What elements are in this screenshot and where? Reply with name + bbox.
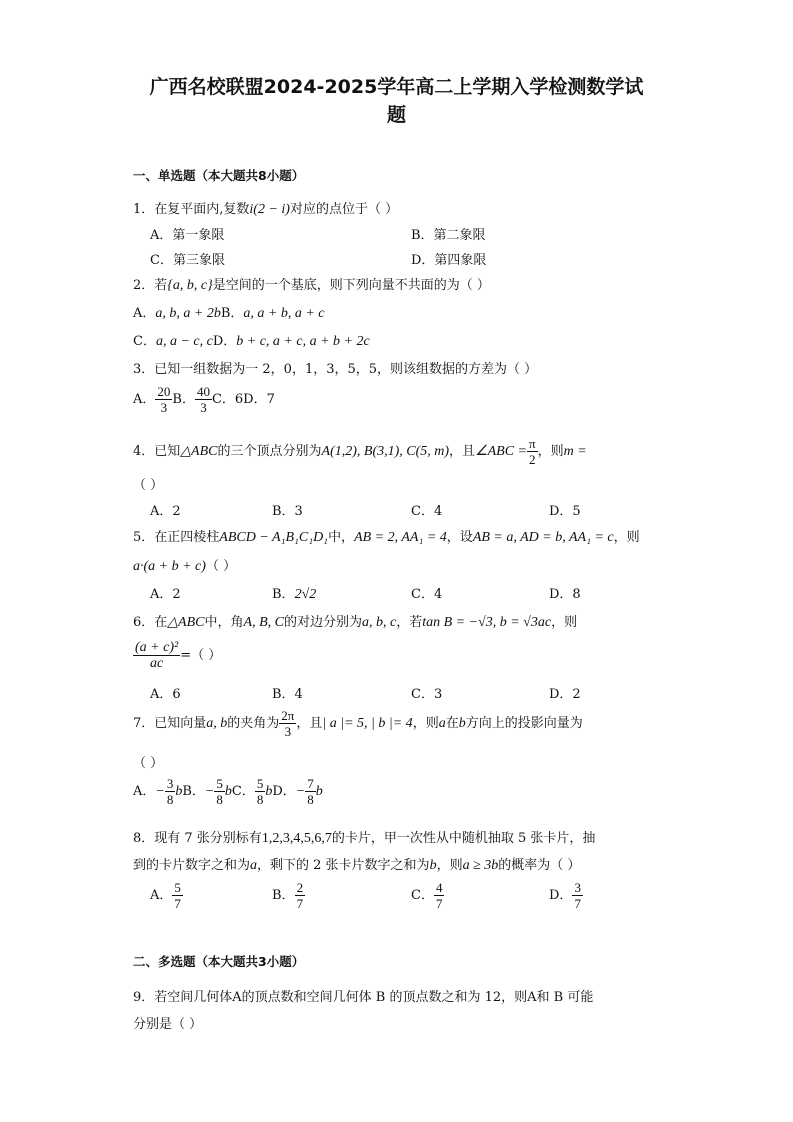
q2-stem: 2．若 (133, 278, 168, 293)
q6-stem-d: ，若 (396, 615, 423, 630)
page-title: 广西名校联盟2024-2025学年高二上学期入学检测数学试 (149, 76, 644, 98)
q3-b-num: 40 (196, 384, 210, 399)
q8-option-b-fraction (295, 880, 306, 911)
q8-c-den: 7 (435, 896, 443, 911)
q8-a-den: 7 (174, 896, 181, 911)
question-5 (133, 526, 640, 546)
q5-option-d: D．8 (549, 587, 581, 602)
q5-stem: 5．在正四棱柱 (133, 530, 220, 545)
q8-inequality: a ≥ 3b (462, 858, 499, 873)
q7-a-num: 3 (166, 776, 174, 791)
q5-stem-b: 中， (328, 530, 355, 545)
q3-b-den: 3 (200, 400, 207, 415)
q2-option-a: a, b, a + 2b (155, 306, 221, 321)
q3-a-den: 3 (160, 400, 168, 415)
q7-stem-f: 方向上的投影向量为 (465, 716, 583, 731)
q8-stem: 8．现有 7 张分别标有 (133, 831, 262, 846)
question-7 (133, 708, 583, 739)
q7-paren: （ ） (133, 756, 164, 771)
q3-option-a-label: A． (133, 392, 156, 407)
q1-option-b: B．第二象限 (411, 228, 486, 243)
q7-stem-c: ，且 (296, 716, 323, 731)
q8-option-d-label: D． (549, 888, 573, 903)
q7-vectors: a, b (206, 716, 228, 731)
q5-vectors: AB = a, AD = b, AA₁ = c (472, 530, 614, 545)
q6-fraction (133, 640, 180, 671)
q8-stem-d: ，剩下的 2 张卡片数字之和为 (257, 858, 430, 873)
q8-option-d (549, 880, 583, 911)
q2-option-d-label: D． (212, 334, 237, 349)
q1-stem: 1．在复平面内,复数 (133, 202, 250, 217)
q4-option-b: B．3 (272, 504, 303, 519)
q6-option-d: D．2 (549, 687, 581, 702)
q8-b: b (429, 858, 437, 873)
section-heading-single-choice: 一、单选题（本大题共8小题） (133, 168, 305, 183)
question-9-line2: 分别是（ ） (133, 1017, 203, 1032)
q8-a-num: 5 (174, 880, 181, 895)
q4-m: m = (563, 444, 587, 459)
q8-b-den: 7 (296, 896, 304, 911)
q2-option-b-label: B． (220, 306, 244, 321)
q8-d-num: 3 (574, 880, 581, 895)
q3-option-b-label: B． (172, 392, 195, 407)
q8-d-den: 7 (574, 896, 581, 911)
q1-option-a: A．第一象限 (150, 228, 225, 243)
q5-stem-c: ，设 (446, 530, 473, 545)
q8-option-a-fraction (172, 880, 183, 911)
q1-option-d: D．第四象限 (411, 253, 487, 268)
q7-frac-num: 2π (281, 708, 295, 723)
q5-prism: ABCD − A₁B₁C₁D₁ (219, 530, 329, 545)
q7-stem-d: ，则 (412, 716, 439, 731)
q8-option-a (150, 880, 183, 911)
q6-stem-e: ，则 (551, 615, 578, 630)
q1-stem-end: 对应的点位于（ ） (289, 202, 399, 217)
q5-stem-d: ，则 (613, 530, 640, 545)
q6-angles: A, B, C (243, 615, 284, 630)
q6-stem: 6．在 (133, 615, 168, 630)
q4-frac-den: 2 (529, 452, 536, 467)
q7-option-b-label: B． (182, 784, 205, 799)
q4-option-d: D．5 (549, 504, 581, 519)
q7-b: b (458, 716, 466, 731)
q7-stem-e: 在 (445, 716, 459, 731)
question-9: 9．若空间几何体A的顶点数和空间几何体 B 的顶点数之和为 12，则A和 B 可能 (133, 990, 594, 1005)
q2-option-c: a, a − c, c (155, 334, 213, 349)
q4-option-c: C．4 (411, 504, 443, 519)
q8-option-d-fraction (572, 880, 583, 911)
q7-options: A．− $\frac{3}{8}$ bB．− $\frac{5}{8}$ bC． $\frac{5}{8}$ bD．− $\frac{7}{8}$ b (133, 776, 323, 807)
question-8 (133, 827, 595, 847)
q4-angle: ∠ABC = (475, 444, 528, 459)
q3-option-a-fraction (155, 384, 172, 415)
q6-stem-c: 的对边分别为 (283, 615, 362, 630)
q6-option-b: B．4 (272, 687, 303, 702)
q6-condition: tan B = −√3, b = √3ac (422, 615, 552, 630)
q6-option-a: A．6 (150, 687, 181, 702)
q6-sides: a, b, c (361, 615, 397, 630)
q4-stem-c: ，且 (449, 444, 476, 459)
q6-stem-b: 中，角 (204, 615, 244, 630)
q2-option-c-label: C． (133, 334, 156, 349)
section-heading-multiple-choice: 二、多选题（本大题共3小题） (133, 954, 305, 969)
q2-options-cd (133, 330, 370, 350)
q4-option-a: A．2 (150, 504, 181, 519)
q4-stem-d: ，则 (537, 444, 564, 459)
q8-option-c-fraction (434, 880, 445, 911)
q1-expression: i(2 − i) (249, 202, 290, 217)
q5-expression-line (133, 555, 236, 575)
q7-option-a-label: A． (133, 784, 156, 799)
q2-option-d: b + c, a + c, a + b + 2c (236, 334, 370, 349)
q6-expression-line (133, 640, 221, 671)
q2-stem-end: 是空间的一个基底，则下列向量不共面的为（ ） (212, 278, 490, 293)
q5-option-b-label: B． (272, 587, 295, 602)
q7-option-b-fraction (214, 776, 225, 807)
q2-options-ab (133, 302, 325, 322)
q8-c-num: 4 (435, 880, 443, 895)
q5-option-b (272, 583, 316, 603)
q5-option-b-expr: 2√2 (294, 587, 317, 602)
q7-d-num: 7 (307, 776, 314, 791)
q8-stem-f: 的概率为（ ） (498, 858, 581, 873)
q7-b-den: 8 (216, 792, 223, 807)
q4-stem-b: 的三个顶点分别为 (217, 444, 322, 459)
q4-frac-num: π (529, 436, 536, 451)
q8-stem-b: 的卡片，甲一次性从中随机抽取 5 张卡片，抽 (331, 831, 596, 846)
q7-c-den: 8 (256, 792, 264, 807)
q6-triangle: △ABC (167, 615, 205, 630)
q3-option-b-fraction (195, 384, 212, 415)
q8-option-c-label: C． (411, 888, 434, 903)
q2-option-a-label: A． (133, 306, 156, 321)
q7-b-num: 5 (216, 776, 223, 791)
q7-a: a (438, 716, 446, 731)
q7-angle-fraction (279, 708, 296, 739)
q4-fraction (527, 436, 538, 467)
q5-option-a: A．2 (150, 587, 181, 602)
q3-options (133, 384, 275, 415)
q4-paren: （ ） (133, 478, 164, 493)
q6-frac-num: (a + c)² (135, 640, 179, 655)
q2-option-b: a, a + b, a + c (243, 306, 325, 321)
q1-option-c: C．第三象限 (150, 253, 225, 268)
q8-a: a (250, 858, 258, 873)
q8-option-a-label: A． (150, 888, 173, 903)
q6-frac-den: ac (149, 656, 164, 671)
q8-b-num: 2 (296, 880, 304, 895)
q5-expression: a·(a + b + c) (133, 559, 206, 574)
q3-a-num: 20 (157, 384, 171, 399)
q7-option-d-fraction (305, 776, 316, 807)
q8-stem-c: 到的卡片数字之和为 (133, 858, 251, 873)
q7-option-a-fraction (165, 776, 176, 807)
q6-paren: =（ ） (180, 648, 222, 663)
q7-option-d-label: D． (272, 784, 296, 799)
q3-option-d: D．7 (243, 392, 275, 407)
q3-option-c: C．6 (211, 392, 244, 407)
q2-basis-set: {a, b, c} (167, 278, 213, 293)
q7-frac-den: 3 (284, 724, 292, 739)
q7-condition: | a |= 5, | b |= 4 (322, 716, 413, 731)
q7-option-c-label: C． (231, 784, 255, 799)
q8-option-c (411, 880, 444, 911)
page-title-line2: 题 (386, 104, 406, 126)
q5-condition: AB = 2, AA₁ = 4 (354, 530, 447, 545)
q7-stem: 7．已知向量 (133, 716, 207, 731)
q5-option-c: C．4 (411, 587, 443, 602)
q4-triangle: △ABC (180, 444, 218, 459)
q7-option-c-fraction (255, 776, 266, 807)
q7-stem-b: 的夹角为 (227, 716, 280, 731)
question-3: 3．已知一组数据为一 2，0，1，3，5，5，则该组数据的方差为（ ） (133, 362, 538, 377)
question-8-line2 (133, 854, 580, 874)
q4-stem: 4．已知 (133, 444, 181, 459)
question-2 (133, 274, 490, 294)
q5-paren: （ ） (205, 559, 237, 574)
question-1 (133, 198, 398, 218)
question-6 (133, 611, 577, 631)
q7-d-den: 8 (307, 792, 314, 807)
q6-option-c: C．3 (411, 687, 443, 702)
q8-stem-e: ，则 (436, 858, 463, 873)
q4-points: A(1,2), B(3,1), C(5, m) (321, 444, 450, 459)
question-4 (133, 436, 587, 467)
q8-option-b-label: B． (272, 888, 295, 903)
q8-numbers: 1,2,3,4,5,6,7 (261, 831, 332, 846)
q8-option-b (272, 880, 305, 911)
q7-a-den: 8 (166, 792, 174, 807)
q7-c-num: 5 (256, 776, 264, 791)
